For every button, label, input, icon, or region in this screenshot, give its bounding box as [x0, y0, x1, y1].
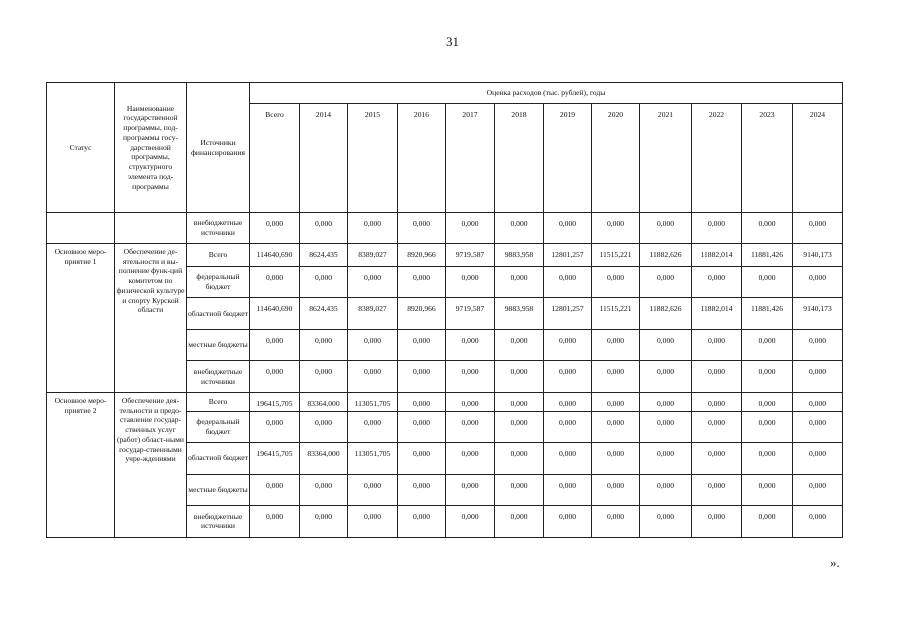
value-cell: 9883,958 [495, 244, 544, 267]
value-cell: 0,000 [640, 213, 692, 244]
value-cell: 0,000 [250, 213, 300, 244]
value-cell: 0,000 [544, 330, 592, 361]
value-cell: 11515,221 [592, 298, 640, 330]
value-cell: 11881,426 [742, 298, 793, 330]
value-cell: 0,000 [692, 267, 742, 298]
value-cell: 11881,426 [742, 244, 793, 267]
value-cell: 11515,221 [592, 244, 640, 267]
header-sources: Источники финансирования [187, 83, 250, 213]
value-cell: 0,000 [742, 474, 793, 505]
value-cell: 0,000 [793, 361, 843, 393]
value-cell: 12801,257 [544, 244, 592, 267]
value-cell: 0,000 [348, 330, 398, 361]
value-cell: 0,000 [495, 393, 544, 412]
value-cell: 11882,014 [692, 298, 742, 330]
header-estimate: Оценка расходов (тыс. рублей), годы [250, 83, 843, 104]
value-cell: 0,000 [348, 213, 398, 244]
value-cell: 0,000 [250, 505, 300, 537]
status-cell: Основное меро-приятие 2 [47, 393, 115, 538]
header-column: 2014 [300, 104, 348, 213]
value-cell: 9883,958 [495, 298, 544, 330]
value-cell: 114640,690 [250, 298, 300, 330]
value-cell: 0,000 [495, 474, 544, 505]
value-cell: 113051,705 [348, 393, 398, 412]
value-cell: 0,000 [300, 474, 348, 505]
source-cell: Всего [187, 393, 250, 412]
value-cell: 0,000 [692, 442, 742, 474]
value-cell: 0,000 [544, 442, 592, 474]
table-row [47, 393, 843, 412]
value-cell: 0,000 [793, 411, 843, 442]
value-cell: 0,000 [692, 393, 742, 412]
value-cell: 0,000 [640, 442, 692, 474]
value-cell: 0,000 [398, 213, 446, 244]
value-cell: 0,000 [348, 411, 398, 442]
value-cell: 0,000 [300, 213, 348, 244]
value-cell: 0,000 [446, 505, 495, 537]
value-cell: 0,000 [793, 442, 843, 474]
value-cell: 0,000 [300, 505, 348, 537]
value-cell: 196415,705 [250, 393, 300, 412]
value-cell: 0,000 [692, 330, 742, 361]
header-name: Наименование государственной программы, под-программы госу-дарственной программы, структурного элемента под-программы [115, 83, 187, 213]
table-row [47, 213, 843, 244]
value-cell: 0,000 [742, 411, 793, 442]
value-cell: 0,000 [592, 267, 640, 298]
value-cell: 9140,173 [793, 244, 843, 267]
source-cell: местные бюджеты [187, 330, 250, 361]
closing-quote-mark: ». [830, 555, 840, 570]
value-cell: 9719,587 [446, 298, 495, 330]
value-cell: 8624,435 [300, 298, 348, 330]
value-cell: 0,000 [742, 361, 793, 393]
source-cell: областной бюджет [187, 442, 250, 474]
value-cell: 11882,014 [692, 244, 742, 267]
value-cell: 0,000 [640, 361, 692, 393]
value-cell: 83364,000 [300, 393, 348, 412]
page-number: 31 [446, 34, 459, 49]
value-cell: 0,000 [544, 411, 592, 442]
value-cell: 11882,626 [640, 244, 692, 267]
value-cell: 0,000 [793, 213, 843, 244]
value-cell: 0,000 [300, 361, 348, 393]
value-cell: 0,000 [640, 330, 692, 361]
value-cell: 0,000 [250, 411, 300, 442]
value-cell: 0,000 [398, 474, 446, 505]
value-cell: 0,000 [592, 474, 640, 505]
value-cell: 0,000 [398, 442, 446, 474]
value-cell: 0,000 [640, 267, 692, 298]
value-cell: 0,000 [592, 213, 640, 244]
value-cell: 0,000 [592, 393, 640, 412]
value-cell: 0,000 [742, 393, 793, 412]
value-cell: 0,000 [692, 213, 742, 244]
source-cell: федеральный бюджет [187, 267, 250, 298]
value-cell: 0,000 [446, 213, 495, 244]
value-cell: 0,000 [250, 330, 300, 361]
value-cell: 0,000 [640, 474, 692, 505]
value-cell: 0,000 [742, 442, 793, 474]
value-cell: 0,000 [793, 505, 843, 537]
value-cell: 0,000 [250, 474, 300, 505]
value-cell: 8920,966 [398, 298, 446, 330]
value-cell: 0,000 [495, 267, 544, 298]
value-cell: 0,000 [495, 505, 544, 537]
value-cell: 0,000 [692, 411, 742, 442]
value-cell: 0,000 [348, 267, 398, 298]
source-cell: местные бюджеты [187, 474, 250, 505]
value-cell: 0,000 [640, 393, 692, 412]
value-cell: 0,000 [398, 505, 446, 537]
value-cell: 0,000 [300, 411, 348, 442]
header-column: 2021 [640, 104, 692, 213]
value-cell: 0,000 [446, 411, 495, 442]
value-cell: 0,000 [692, 505, 742, 537]
value-cell: 0,000 [640, 411, 692, 442]
header-column: 2024 [793, 104, 843, 213]
value-cell: 0,000 [793, 474, 843, 505]
name-cell [115, 213, 187, 244]
source-cell: федеральный бюджет [187, 411, 250, 442]
value-cell: 0,000 [446, 330, 495, 361]
header-column: 2019 [544, 104, 592, 213]
header-column: 2015 [348, 104, 398, 213]
value-cell: 0,000 [250, 267, 300, 298]
value-cell: 0,000 [495, 442, 544, 474]
value-cell: 0,000 [495, 330, 544, 361]
value-cell: 0,000 [592, 442, 640, 474]
value-cell: 0,000 [544, 213, 592, 244]
value-cell: 196415,705 [250, 442, 300, 474]
value-cell: 8389,027 [348, 298, 398, 330]
value-cell: 0,000 [640, 505, 692, 537]
value-cell: 8920,966 [398, 244, 446, 267]
source-cell: областной бюджет [187, 298, 250, 330]
value-cell: 0,000 [692, 361, 742, 393]
status-cell [47, 213, 115, 244]
value-cell: 9719,587 [446, 244, 495, 267]
value-cell: 8389,027 [348, 244, 398, 267]
table-body [47, 83, 843, 538]
value-cell: 0,000 [544, 393, 592, 412]
source-cell: внебюджетные источники [187, 361, 250, 393]
header-column: 2022 [692, 104, 742, 213]
value-cell: 0,000 [793, 393, 843, 412]
value-cell: 0,000 [446, 393, 495, 412]
header-column: 2016 [398, 104, 446, 213]
value-cell: 0,000 [348, 361, 398, 393]
value-cell: 0,000 [398, 411, 446, 442]
value-cell: 0,000 [544, 474, 592, 505]
value-cell: 0,000 [544, 505, 592, 537]
value-cell: 0,000 [495, 361, 544, 393]
source-cell: внебюджетные источники [187, 505, 250, 537]
value-cell: 0,000 [793, 330, 843, 361]
header-column: Всего [250, 104, 300, 213]
value-cell: 0,000 [398, 330, 446, 361]
header-row [47, 83, 843, 104]
value-cell: 0,000 [348, 474, 398, 505]
header-status: Статус [47, 83, 115, 213]
value-cell: 0,000 [398, 361, 446, 393]
value-cell: 0,000 [495, 411, 544, 442]
header-column: 2018 [495, 104, 544, 213]
value-cell: 0,000 [300, 330, 348, 361]
header-column: 2017 [446, 104, 495, 213]
value-cell: 0,000 [446, 267, 495, 298]
value-cell: 0,000 [250, 361, 300, 393]
value-cell: 0,000 [446, 361, 495, 393]
value-cell: 0,000 [692, 474, 742, 505]
value-cell: 9140,173 [793, 298, 843, 330]
table-row [47, 244, 843, 267]
value-cell: 0,000 [398, 267, 446, 298]
budget-table [46, 82, 843, 538]
name-cell: Обеспечение дея-тельности и предо-ставление государ-ственных услуг (работ) област-ными государ-ственными учре-ждениями [115, 393, 187, 538]
value-cell: 0,000 [300, 267, 348, 298]
value-cell: 0,000 [592, 361, 640, 393]
value-cell: 114640,690 [250, 244, 300, 267]
value-cell: 0,000 [742, 505, 793, 537]
value-cell: 113051,705 [348, 442, 398, 474]
value-cell: 0,000 [742, 330, 793, 361]
header-column: 2020 [592, 104, 640, 213]
value-cell: 0,000 [742, 267, 793, 298]
value-cell: 8624,435 [300, 244, 348, 267]
value-cell: 0,000 [398, 393, 446, 412]
value-cell: 0,000 [544, 267, 592, 298]
name-cell: Обеспечение де-ятельности и вы-полнение функ-ций комитетом по физической культуре и спорту Курской области [115, 244, 187, 393]
value-cell: 0,000 [592, 505, 640, 537]
value-cell: 0,000 [793, 267, 843, 298]
value-cell: 0,000 [544, 361, 592, 393]
value-cell: 0,000 [592, 330, 640, 361]
value-cell: 83364,000 [300, 442, 348, 474]
value-cell: 0,000 [742, 213, 793, 244]
value-cell: 0,000 [446, 474, 495, 505]
value-cell: 0,000 [348, 505, 398, 537]
source-cell: Всего [187, 244, 250, 267]
value-cell: 0,000 [495, 213, 544, 244]
value-cell: 12801,257 [544, 298, 592, 330]
value-cell: 11882,626 [640, 298, 692, 330]
source-cell: внебюджетные источники [187, 213, 250, 244]
status-cell: Основное меро-приятие 1 [47, 244, 115, 393]
value-cell: 0,000 [446, 442, 495, 474]
value-cell: 0,000 [592, 411, 640, 442]
header-column: 2023 [742, 104, 793, 213]
